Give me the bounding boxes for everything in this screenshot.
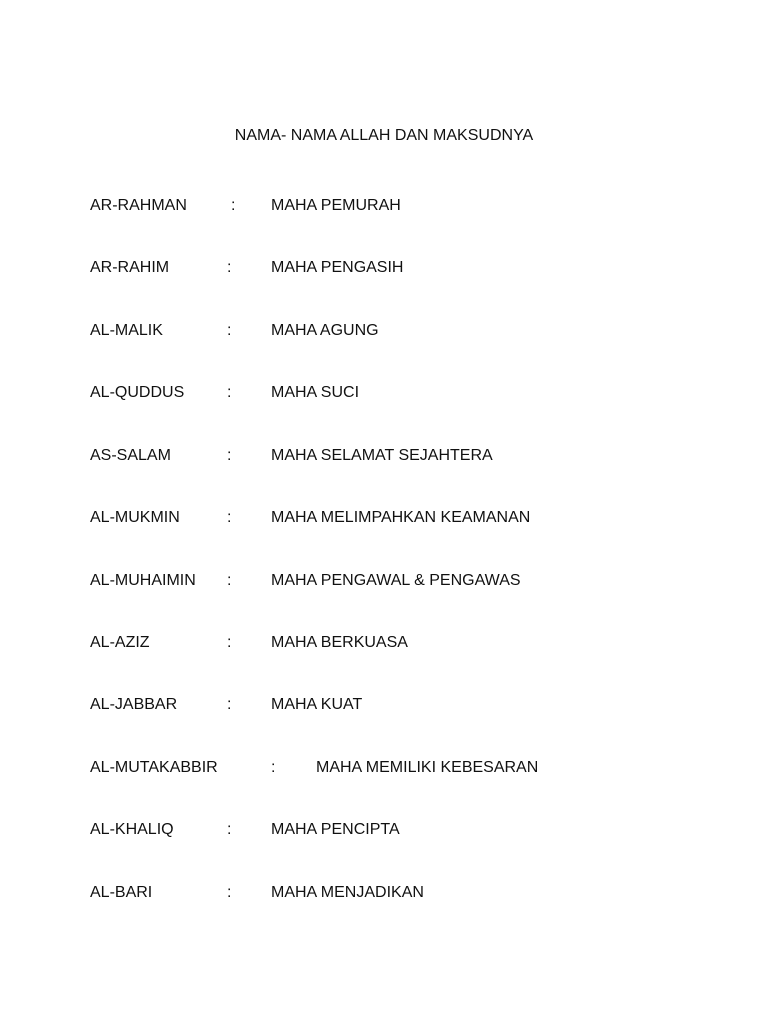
entry-separator: : [227, 884, 232, 901]
entry-meaning: MAHA PENGAWAL & PENGAWAS [271, 572, 521, 589]
entry-meaning: MAHA MENJADIKAN [271, 884, 424, 901]
entry-meaning: MAHA PENCIPTA [271, 821, 400, 838]
entry-meaning: MAHA BERKUASA [271, 634, 408, 651]
list-item [0, 508, 768, 528]
entry-separator: : [227, 572, 232, 589]
entry-separator: : [227, 509, 232, 526]
list-item [0, 883, 768, 903]
entry-name: AL-MUTAKABBIR [90, 759, 218, 776]
list-item [0, 258, 768, 278]
entry-separator: : [227, 259, 232, 276]
entry-name: AL-QUDDUS [90, 384, 185, 401]
entry-separator: : [227, 696, 232, 713]
entry-separator: : [227, 447, 232, 464]
entry-meaning: MAHA PENGASIH [271, 259, 404, 276]
list-item [0, 695, 768, 715]
entry-separator: : [227, 322, 232, 339]
list-item [0, 571, 768, 591]
list-item [0, 196, 768, 216]
entry-name: AL-JABBAR [90, 696, 178, 713]
list-item [0, 820, 768, 840]
entry-separator: : [227, 384, 232, 401]
entry-meaning: MAHA KUAT [271, 696, 363, 713]
list-item [0, 383, 768, 403]
entry-separator: : [227, 821, 232, 838]
entry-name: AR-RAHMAN [90, 197, 187, 214]
entry-meaning: MAHA PEMURAH [271, 197, 401, 214]
entry-meaning: MAHA MEMILIKI KEBESARAN [316, 759, 539, 776]
entry-name: AR-RAHIM [90, 259, 170, 276]
entry-name: AL-MUKMIN [90, 509, 180, 526]
entry-separator: : [227, 634, 232, 651]
list-item [0, 446, 768, 466]
entry-meaning: MAHA SELAMAT SEJAHTERA [271, 447, 493, 464]
entry-separator: : [231, 197, 236, 214]
entry-meaning: MAHA AGUNG [271, 322, 379, 339]
document-title: NAMA- NAMA ALLAH DAN MAKSUDNYA [234, 127, 534, 144]
entry-name: AL-MUHAIMIN [90, 572, 196, 589]
entry-name: AL-KHALIQ [90, 821, 174, 838]
entry-name: AS-SALAM [90, 447, 171, 464]
entry-name: AL-BARI [90, 884, 153, 901]
list-item [0, 758, 768, 778]
entry-meaning: MAHA MELIMPAHKAN KEAMANAN [271, 509, 531, 526]
entry-separator: : [271, 759, 276, 776]
list-item [0, 633, 768, 653]
list-item [0, 321, 768, 341]
entry-meaning: MAHA SUCI [271, 384, 360, 401]
entry-name: AL-MALIK [90, 322, 163, 339]
entry-name: AL-AZIZ [90, 634, 150, 651]
